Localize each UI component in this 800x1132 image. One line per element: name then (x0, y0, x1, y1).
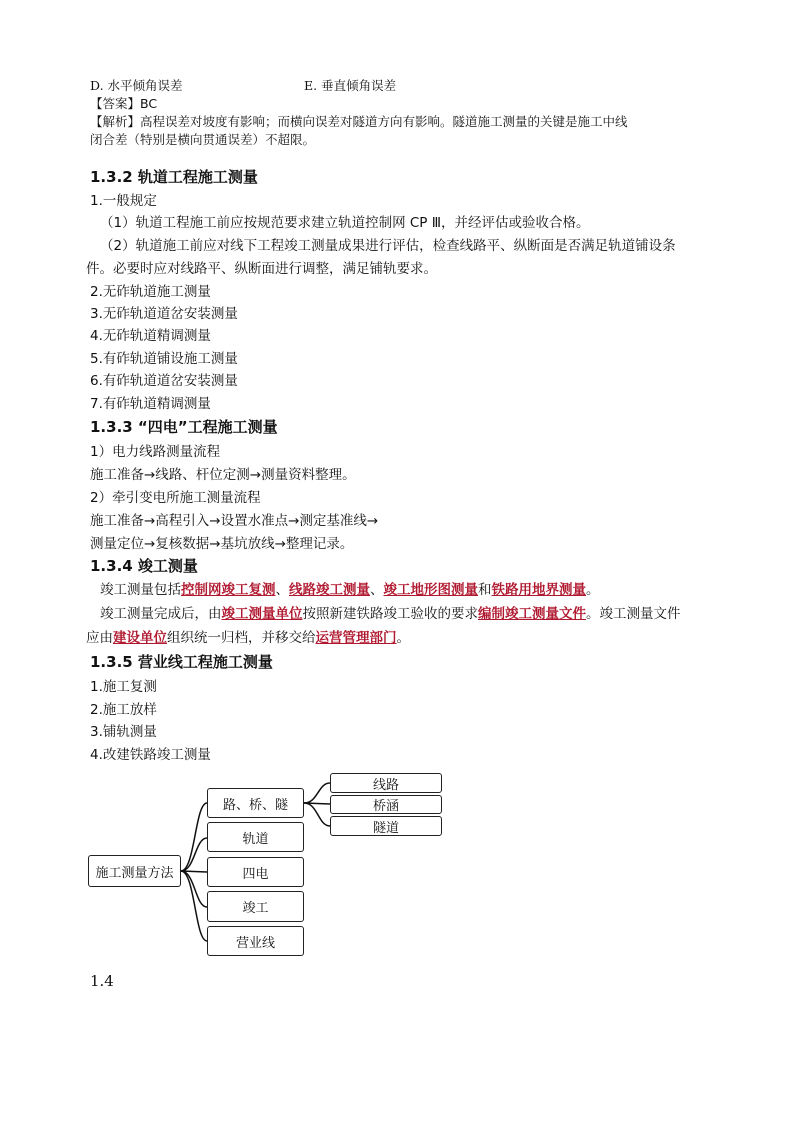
text: 、 (370, 582, 384, 598)
paragraph-1: （1）轨道工程施工前应按规范要求建立轨道控制网 CP Ⅲ，并经评估或验收合格。 (100, 215, 590, 231)
analysis-text-1: 高程误差对坡度有影响；而横向误差对隧道方向有影响。隧道施工测量的关键是施工中线 (140, 114, 628, 129)
keyword: 竣工测量单位 (221, 606, 303, 622)
analysis-label: 【解析】 (90, 114, 141, 129)
list-item: 4.改建铁路竣工测量 (90, 747, 211, 763)
list-item: 1.施工复测 (90, 679, 157, 695)
text: 竣工测量包括 (100, 582, 181, 598)
keyword: 竣工地形图测量 (383, 582, 478, 598)
text: 竣工测量完成后，由 (100, 606, 222, 622)
diagram-branch: 四电 (207, 857, 304, 887)
flow-title-2: 2）牵引变电所施工测量流程 (90, 490, 261, 506)
keyword: 编制竣工测量文件 (478, 606, 586, 622)
diagram-leaf: 桥涵 (330, 795, 442, 814)
answer-value: BC (140, 96, 158, 111)
diagram-leaf: 线路 (330, 773, 442, 793)
flow-text-1: 施工准备→线路、杆位定测→测量资料整理。 (90, 467, 356, 483)
diagram-branch: 轨道 (207, 822, 304, 852)
text: 和 (478, 582, 492, 598)
option-d: D. 水平倾角误差 (90, 78, 183, 93)
keyword: 建设单位 (113, 630, 167, 646)
diagram-leaf: 隧道 (330, 816, 442, 836)
keyword: 铁路用地界测量 (491, 582, 586, 598)
flow-text-2b: 测量定位→复核数据→基坑放线→整理记录。 (90, 536, 354, 552)
keyword: 控制网竣工复测 (181, 582, 276, 598)
answer-label: 【答案】 (90, 96, 141, 111)
keyword: 线路竣工测量 (289, 582, 370, 598)
paragraph-2b: 件。必要时应对线路平、纵断面进行调整，满足铺轨要求。 (86, 261, 437, 277)
list-item: 6.有砟轨道道岔安装测量 (90, 373, 238, 389)
text: 应由 (86, 630, 113, 646)
diagram-branch: 路、桥、隧 (207, 788, 304, 818)
section-title-1-3-3: 1.3.3 “四电”工程施工测量 (90, 418, 278, 436)
diagram-branch: 竣工 (207, 891, 304, 922)
diagram-root: 施工测量方法 (88, 855, 181, 887)
connector (304, 803, 330, 826)
diagram-branch: 营业线 (207, 926, 304, 956)
list-item: 2.无砟轨道施工测量 (90, 284, 211, 300)
text: 按照新建铁路竣工验收的要求 (302, 606, 478, 622)
next-section-number: 1.4 (90, 972, 114, 990)
section-title-1-3-4: 1.3.4 竣工测量 (90, 557, 198, 575)
list-item: 2.施工放样 (90, 702, 157, 718)
text: 。 (396, 630, 410, 646)
text: 、 (275, 582, 289, 598)
text: 组织统一归档，并移交给 (167, 630, 316, 646)
option-e: E. 垂直倾角误差 (304, 78, 397, 93)
list-item: 3.铺轨测量 (90, 724, 157, 740)
flow-title-1: 1）电力线路测量流程 (90, 444, 221, 460)
paragraph-2a: （2）轨道施工前应对线下工程竣工测量成果进行评估，检查线路平、纵断面是否满足轨道铺设条 (100, 238, 676, 254)
text: 。 (586, 582, 600, 598)
list-item: 3.无砟轨道道岔安装测量 (90, 306, 238, 322)
flow-text-2a: 施工准备→高程引入→设置水准点→测定基准线→ (90, 513, 379, 529)
list-item: 4.无砟轨道精调测量 (90, 328, 211, 344)
list-item: 7.有砟轨道精调测量 (90, 396, 211, 412)
keyword: 运营管理部门 (315, 630, 397, 646)
analysis-line-2: 闭合差（特别是横向贯通误差）不超限。 (90, 132, 316, 147)
section-title-1-3-5: 1.3.5 营业线工程施工测量 (90, 653, 273, 671)
connector (304, 783, 330, 803)
text: 。竣工测量文件 (586, 606, 681, 622)
list-item: 5.有砟轨道铺设施工测量 (90, 351, 238, 367)
connector (181, 803, 207, 871)
section-title-1-3-2: 1.3.2 轨道工程施工测量 (90, 168, 258, 186)
general-rules: 1.一般规定 (90, 193, 157, 209)
